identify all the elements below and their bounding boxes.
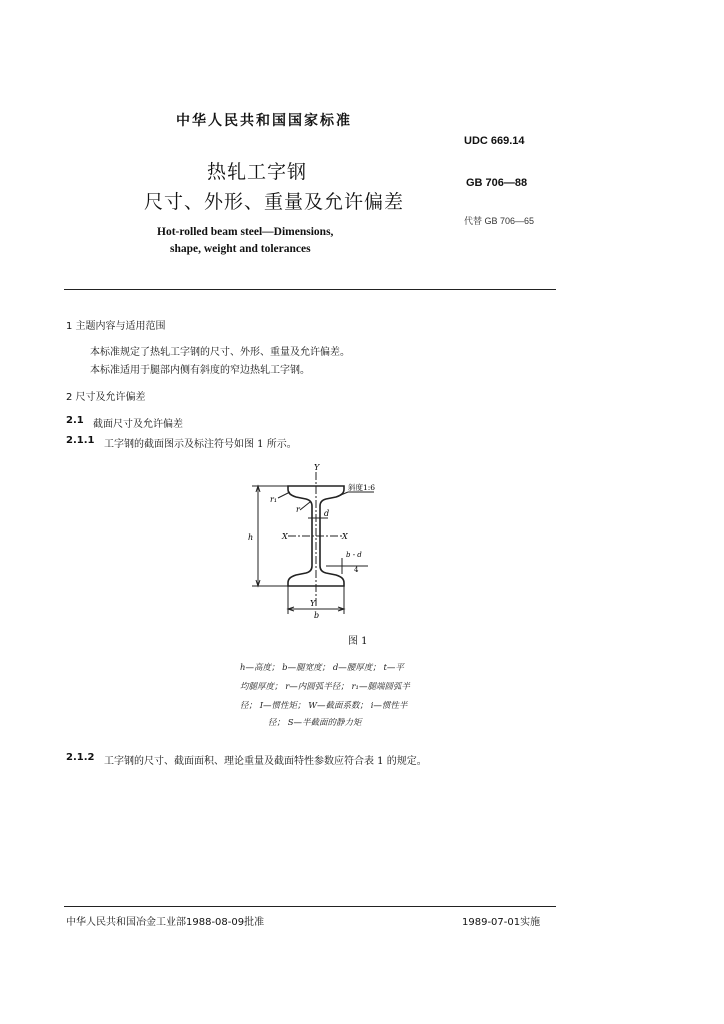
label-x-right: X (342, 532, 348, 541)
figure-legend-line-1: h—高度； b—腿宽度； d—腰厚度； t—平 (240, 663, 404, 673)
english-title-line2: shape, weight and tolerances (170, 243, 311, 255)
section-1-paragraph-2: 本标准适用于腿部内侧有斜度的窄边热轧工字钢。 (90, 365, 310, 376)
section-2-1-2-text: 工字钢的尺寸、截面面积、理论重量及截面特性参数应符合表 1 的规定。 (104, 756, 427, 767)
gb-number: GB 706—88 (466, 177, 528, 189)
label-y-bottom: Y (310, 599, 316, 608)
section-2-1-2-number: 2.1.2 (66, 752, 95, 763)
label-b: b (314, 611, 320, 620)
figure-legend-line-4: 径； S—半截面的静力矩 (268, 718, 362, 728)
doc-title-line1: 热轧工字钢 (207, 161, 308, 183)
standard-title: 中华人民共和国国家标准 (176, 113, 352, 129)
r-leader (300, 502, 310, 510)
figure-caption: 图 1 (348, 636, 368, 647)
effective-date: 1989-07-01实施 (462, 917, 541, 928)
figure-legend-line-2: 均腿厚度； r—内圆弧半径； r₁—腿端圆弧半 (240, 682, 410, 692)
section-2-1-1-text: 工字钢的截面图示及标注符号如图 1 所示。 (104, 439, 297, 450)
label-r1: r₁ (270, 495, 278, 504)
label-r: r (296, 505, 300, 514)
label-h: h (248, 533, 254, 542)
approval-note: 中华人民共和国冶金工业部1988-08-09批准 (66, 917, 265, 928)
i-beam-cross-section-figure (238, 462, 388, 622)
section-2-1-number: 2.1 (66, 415, 84, 426)
slope-leader (336, 492, 348, 497)
label-b-minus-d: b - d (346, 551, 362, 559)
label-d: d (324, 509, 330, 518)
doc-title-line2: 尺寸、外形、重量及允许偏差 (144, 191, 405, 213)
section-1-paragraph-1: 本标准规定了热轧工字钢的尺寸、外形、重量及允许偏差。 (90, 347, 350, 358)
label-x-left: X (282, 532, 288, 541)
english-title-line1: Hot-rolled beam steel—Dimensions, (157, 226, 334, 238)
section-1-heading: 1 主题内容与适用范围 (66, 321, 166, 332)
label-y-top: Y (314, 463, 320, 472)
footer-divider (64, 906, 556, 907)
udc-code: UDC 669.14 (464, 135, 525, 147)
section-2-1-title: 截面尺寸及允许偏差 (93, 419, 183, 430)
figure-legend-line-3: 径； I—惯性矩； W—截面系数； i—惯性半 (240, 701, 408, 711)
label-slope: 斜度1:6 (348, 483, 376, 492)
header-divider (64, 289, 556, 290)
section-2-heading: 2 尺寸及允许偏差 (66, 392, 146, 403)
replaces-note: 代替 GB 706—65 (464, 216, 535, 226)
section-2-1-1-number: 2.1.1 (66, 435, 95, 446)
r1-leader (278, 492, 290, 498)
label-four: 4 (354, 566, 359, 574)
